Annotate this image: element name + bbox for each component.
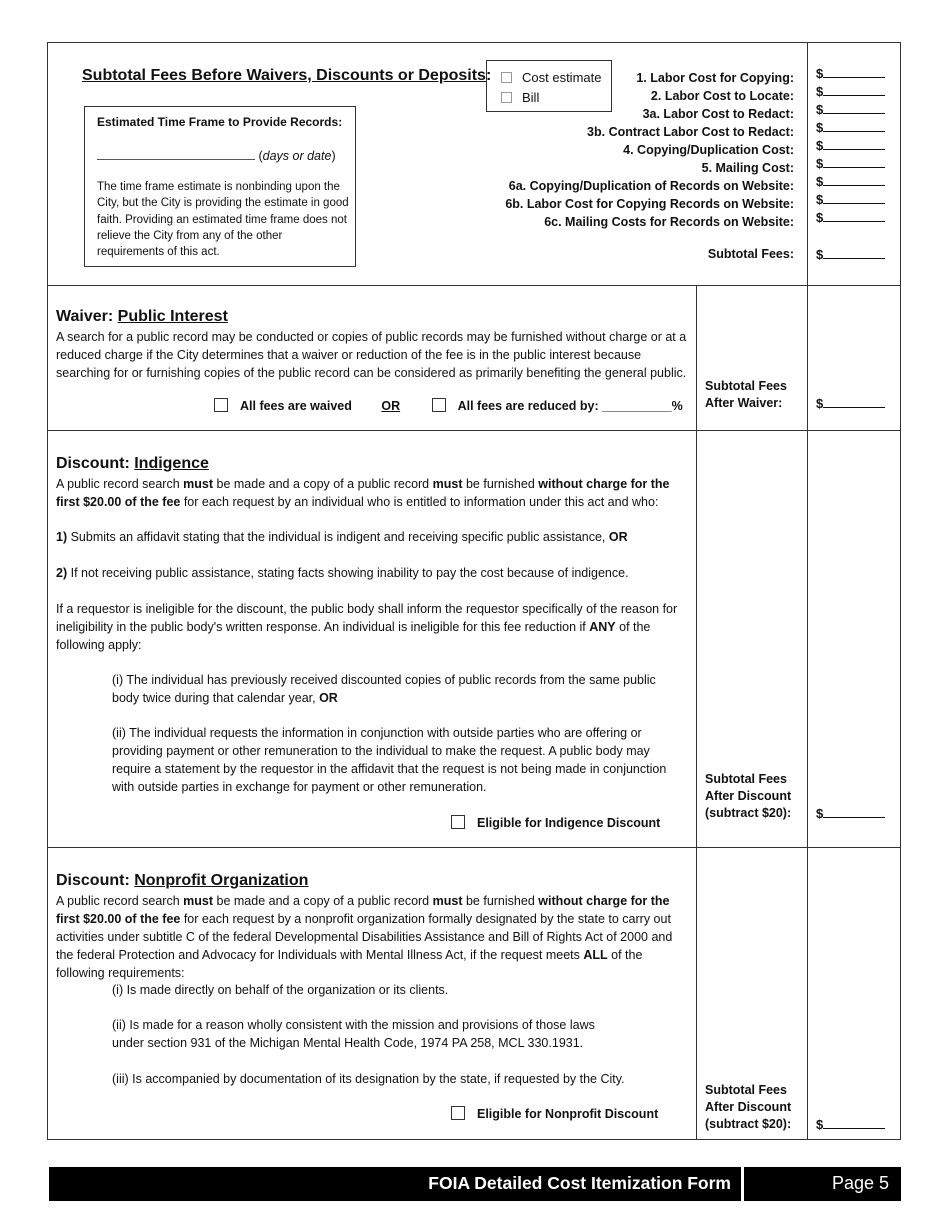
time-frame-field[interactable]: (days or date) [97,147,336,163]
column-divider [807,431,808,847]
footer-divider [741,1167,744,1201]
indigence-item-1: 1) Submits an affidavit stating that the individual is indigent and receiving specific public assistance, OR [56,530,628,544]
amount-field[interactable]: $ [816,155,885,173]
indigence-section [47,430,901,848]
bill-option[interactable]: Bill [501,88,611,108]
after-indigence-amount-field[interactable]: $ [816,806,885,821]
cost-item: 4. Copying/Duplication Cost: [623,143,794,157]
subtotal-section [47,42,901,286]
indigence-intro: A public record search must be made and a copy of a public record must be furnished without charge for the first $20.00 of the fee for each request by an individual who is entitled to information under this act and who: [56,477,670,509]
subtotal-amount-field[interactable]: $ [816,247,885,262]
amount-field[interactable]: $ [816,173,885,191]
indigence-item-2: 2) If not receiving public assistance, stating facts showing inability to pay the cost because of indigence. [56,566,629,580]
time-frame-box [84,106,356,267]
column-divider [807,848,808,1139]
nonprofit-title: Discount: Nonprofit Organization [56,872,309,889]
column-divider [696,848,697,1139]
ineligibility-reason-i: (i) The individual has previously received discounted copies of public records from the same public body twice during that calendar year, OR [112,673,656,705]
waiver-title: Waiver: Public Interest [56,308,228,325]
nonprofit-requirement-i: (i) Is made directly on behalf of the organization or its clients. [112,983,449,997]
waiver-options [214,398,683,413]
all-fees-waived-checkbox[interactable] [214,398,228,412]
amount-field[interactable]: $ [816,119,885,137]
indigence-eligible-checkbox[interactable] [451,815,465,829]
cost-amount-fields [816,65,885,227]
cost-item: 6c. Mailing Costs for Records on Website: [544,215,794,229]
nonprofit-requirement-iii: (iii) Is accompanied by documentation of its designation by the state, if requested by the City. [112,1072,625,1086]
time-frame-note: The time frame estimate is nonbinding upon the City, but the City is providing the estimate in good faith. Providing an estimated time frame does not relieve the City from any of the other requirements of this act. [97,181,349,259]
subtotal-after-indigence-label: Subtotal Fees After Discount (subtract $20): [705,772,792,820]
amount-field[interactable]: $ [816,83,885,101]
nonprofit-intro: A public record search must be made and a copy of a public record must be furnished without charge for the first $20.00 of the fee for each request by a nonprofit organization formally designated by the state to carry out activities under subtitle C of the federal Developmental Disabilities Assistance and Bill of Rights Act of 2000 and the federal Protection and Advocacy for Individuals with Mental Illness Act, if the request meets ALL of the following requirements: [56,894,673,980]
all-fees-waived-option[interactable]: All fees are waived [214,399,352,413]
cost-item: 1. Labor Cost for Copying: [636,71,794,85]
subtotal-fees-label: Subtotal Fees: [707,247,794,261]
ineligibility-text: If a requestor is ineligible for the discount, the public body shall inform the requestor specifically of the reason for ineligibility in the public body's written response. An individual is ineligible for this fee reduction if ANY of the following apply: [56,602,678,652]
amount-field[interactable]: $ [816,209,885,227]
subtotal-heading: Subtotal Fees Before Waivers, Discounts or Deposits: [82,67,492,84]
cost-item: 3b. Contract Labor Cost to Redact: [587,125,794,139]
after-waiver-amount-field[interactable]: $ [816,396,885,411]
column-divider [807,43,808,285]
column-divider [696,431,697,847]
form-title: FOIA Detailed Cost Itemization Form [428,1173,731,1193]
footer-bar [49,1167,901,1201]
amount-field[interactable]: $ [816,101,885,119]
or-label: OR [381,399,401,413]
fees-reduced-option[interactable]: All fees are reduced by: __________% [432,399,683,413]
indigence-eligible-option[interactable]: Eligible for Indigence Discount [451,815,660,830]
nonprofit-requirement-ii: (ii) Is made for a reason wholly consistent with the mission and provisions of those laws under section 931 of the Michigan Mental Health Code, 1974 PA 258, MCL 330.1931. [112,1018,595,1050]
time-frame-input[interactable] [97,147,255,160]
cost-item: 2. Labor Cost to Locate: [650,89,794,103]
indigence-title: Discount: Indigence [56,455,209,472]
waiver-section [47,285,901,431]
cost-item: 3a. Labor Cost to Redact: [642,107,794,121]
cost-item: 6b. Labor Cost for Copying Records on Website: [505,197,794,211]
after-nonprofit-amount-field[interactable]: $ [816,1117,885,1132]
amount-field[interactable]: $ [816,65,885,83]
cost-item: 5. Mailing Cost: [701,161,794,175]
page-number: Page 5 [831,1173,889,1193]
nonprofit-eligible-option[interactable]: Eligible for Nonprofit Discount [451,1106,658,1121]
column-divider [696,286,697,430]
ineligibility-reason-ii: (ii) The individual requests the information in conjunction with outside parties who are offering or providing payment or other remuneration to the individual to make the request. A public body may require a statement by the requestor in the affidavit that the request is not being made in conjunction with outside parties in exchange for payment or other remuneration. [112,726,667,794]
nonprofit-eligible-checkbox[interactable] [451,1106,465,1120]
fees-reduced-checkbox[interactable] [432,398,446,412]
nonprofit-section [47,847,901,1140]
subtotal-after-waiver-label: Subtotal Fees After Waiver: [705,379,787,410]
amount-field[interactable]: $ [816,191,885,209]
cost-items-list [505,69,794,231]
time-frame-heading: Estimated Time Frame to Provide Records: [97,115,343,129]
amount-field[interactable]: $ [816,137,885,155]
waiver-text: A search for a public record may be conducted or copies of public records may be furnished without charge or at a reduced charge if the City determines that a waiver or reduction of the fee is in the public interest because searching for or furnishing copies of the public record can be considered as primarily benefiting the general public. [56,330,687,380]
form-page [47,42,903,1140]
cost-item: 6a. Copying/Duplication of Records on Website: [508,179,794,193]
column-divider [807,286,808,430]
cost-estimate-option[interactable]: Cost estimate [501,68,611,88]
subtotal-after-nonprofit-label: Subtotal Fees After Discount (subtract $20): [705,1083,792,1131]
